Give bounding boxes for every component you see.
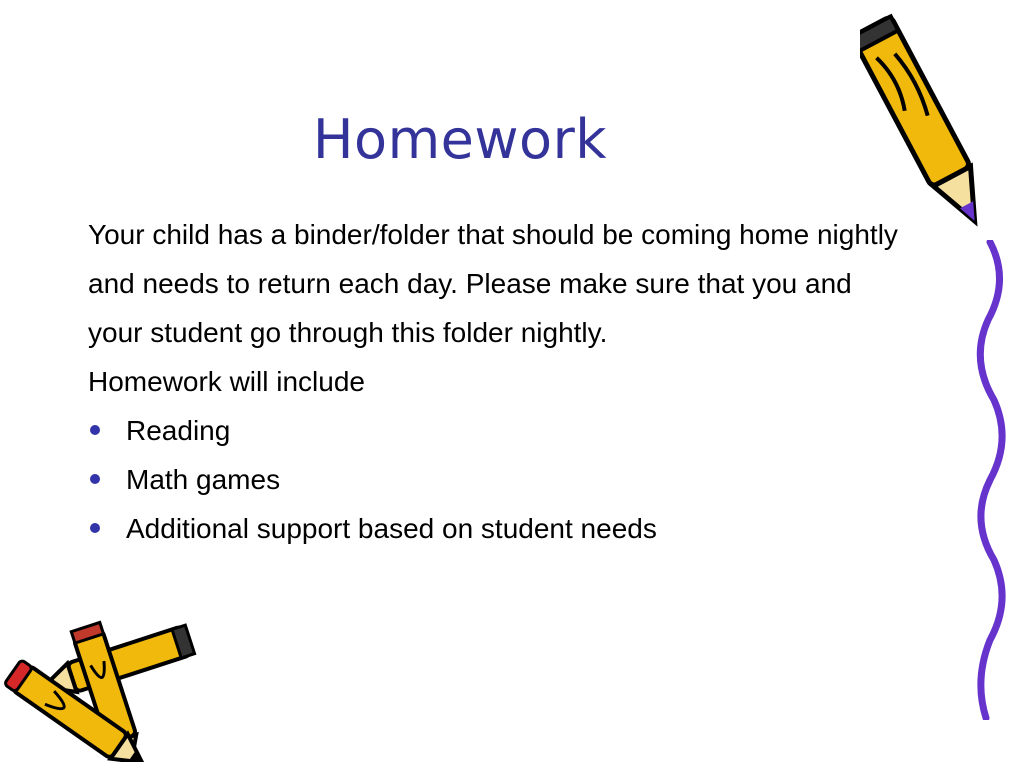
slide-title: Homework <box>312 108 608 171</box>
list-item <box>88 455 908 504</box>
intro-paragraph: Your child has a binder/folder that should be coming home nightly and needs to return each day. Please make sure that you and your student go through this folder nightly. <box>88 219 898 348</box>
bullet-icon <box>90 523 100 533</box>
list-item <box>88 406 908 455</box>
list-item-label: Additional support based on student needs <box>126 513 657 544</box>
pencils-clipart-bottom <box>0 612 210 762</box>
bullet-icon <box>90 425 100 435</box>
list-item <box>88 504 908 553</box>
bullet-icon <box>90 474 100 484</box>
list-item-label: Reading <box>126 415 231 446</box>
squiggle-line-decoration <box>960 240 1024 720</box>
lead-line: Homework will include <box>88 366 365 397</box>
list-item-label: Math games <box>126 464 281 495</box>
homework-list <box>88 406 908 553</box>
slide-body <box>88 210 908 553</box>
pencil-clipart-top <box>860 0 1010 245</box>
